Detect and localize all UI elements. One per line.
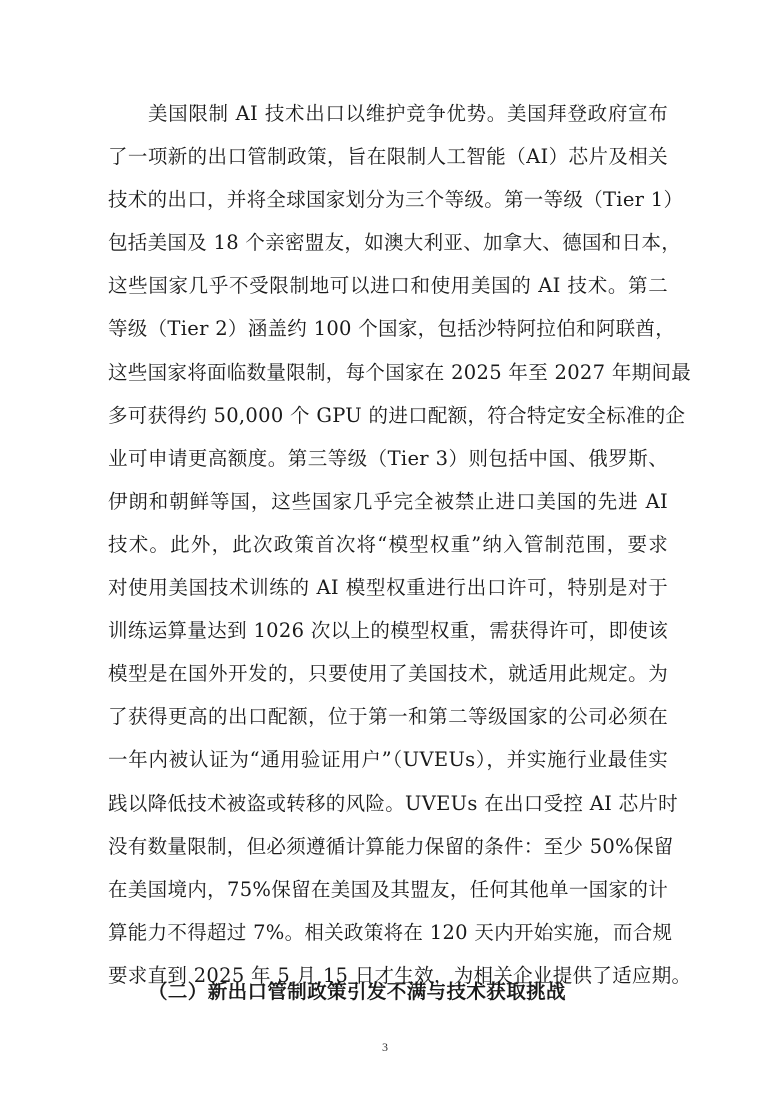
page-number: 3 [382,1040,388,1054]
paragraph-line: 模型是在国外开发的，只要使用了美国技术，就适用此规定。为 [108,662,668,686]
paragraph-line: 训练运算量达到 1026 次以上的模型权重，需获得许可，即使该 [108,619,668,643]
paragraph-line: 践以降低技术被盗或转移的风险。UVEUs 在出口受控 AI 芯片时 [108,791,678,815]
paragraph-line: 要求直到 2025 年 5 月 15 日才生效，为相关企业提供了适应期。 [108,963,692,987]
paragraph-line: 在美国境内，75%保留在美国及其盟友，任何其他单一国家的计 [108,877,668,901]
paragraph-line: 技术。此外，此次政策首次将“模型权重”纳入管制范围，要求 [108,532,668,556]
paragraph-line: 技术的出口，并将全球国家划分为三个等级。第一等级（Tier 1） [108,188,684,212]
paragraph-line: 业可申请更高额度。第三等级（Tier 3）则包括中国、俄罗斯、 [108,446,668,470]
body-paragraph [108,92,692,997]
paragraph-line: 等级（Tier 2）涵盖约 100 个国家，包括沙特阿拉伯和阿联酋， [108,317,676,341]
paragraph-line: 这些国家几乎不受限制地可以进口和使用美国的 AI 技术。第二 [108,274,668,298]
paragraph-line: 了一项新的出口管制政策，旨在限制人工智能（AI）芯片及相关 [108,145,668,169]
paragraph-line: 包括美国及 18 个亲密盟友，如澳大利亚、加拿大、德国和日本， [108,231,682,255]
paragraph-line: 多可获得约 50,000 个 GPU 的进口配额，符合特定安全标准的企 [108,403,686,427]
paragraph-line: 对使用美国技术训练的 AI 模型权重进行出口许可，特别是对于 [108,576,668,600]
paragraph-line: 一年内被认证为“通用验证用户”（UVEUs），并实施行业最佳实 [108,748,668,772]
section-heading: （二）新出口管制政策引发不满与技术获取挑战 [148,980,566,1003]
paragraph-line: 没有数量限制，但必须遵循计算能力保留的条件：至少 50%保留 [108,834,674,858]
paragraph-line: 美国限制 AI 技术出口以维护竞争优势。美国拜登政府宣布 [148,102,668,125]
paragraph-line: 伊朗和朝鲜等国，这些国家几乎完全被禁止进口美国的先进 AI [108,489,668,513]
paragraph-line: 算能力不得超过 7%。相关政策将在 120 天内开始实施，而合规 [108,920,673,944]
paragraph-line: 这些国家将面临数量限制，每个国家在 2025 年至 2027 年期间最 [108,360,692,384]
paragraph-line: 了获得更高的出口配额，位于第一和第二等级国家的公司必须在 [108,705,668,729]
